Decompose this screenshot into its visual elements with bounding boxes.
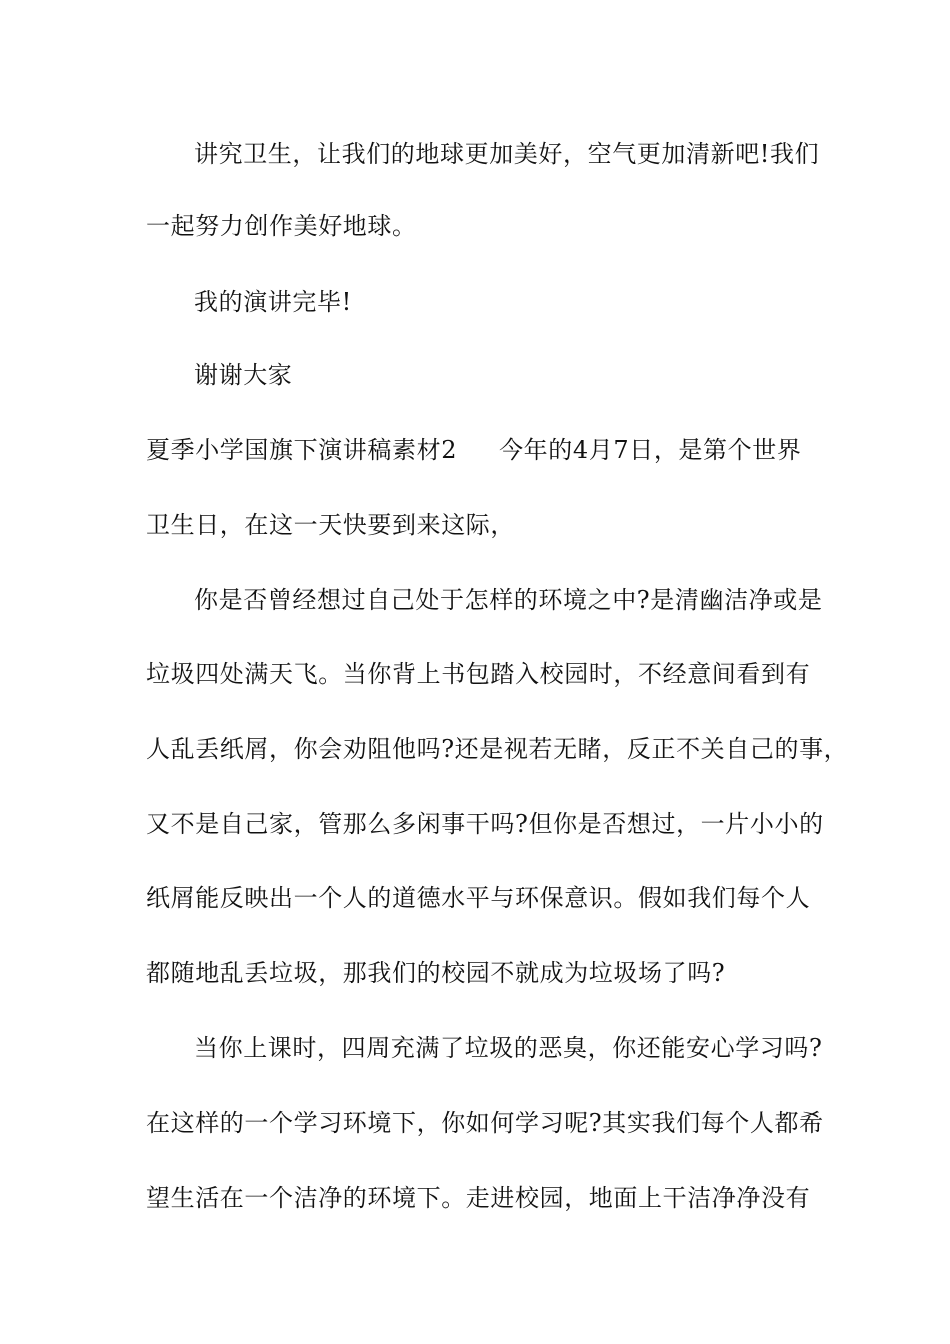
paragraph-line: 人乱丢纸屑，你会劝阻他吗?还是视若无睹，反正不关自己的事， bbox=[146, 735, 849, 763]
paragraph-line: 望生活在一个洁净的环境下。走进校园，地面上干洁净净没有 bbox=[146, 1184, 811, 1212]
paragraph-line: 讲究卫生，让我们的地球更加美好，空气更加清新吧!我们 bbox=[194, 140, 820, 168]
paragraph-line: 谢谢大家 bbox=[194, 361, 293, 389]
paragraph-line: 当你上课时，四周充满了垃圾的恶臭，你还能安心学习吗? bbox=[194, 1034, 823, 1062]
section-title: 夏季小学国旗下演讲稿素材2 bbox=[146, 436, 458, 464]
paragraph-line: 一起努力创作美好地球。 bbox=[146, 212, 417, 240]
paragraph-line: 你是否曾经想过自己处于怎样的环境之中?是清幽洁净或是 bbox=[194, 586, 823, 614]
paragraph-line: 纸屑能反映出一个人的道德水平与环保意识。假如我们每个人 bbox=[146, 884, 811, 912]
paragraph-line: 垃圾四处满天飞。当你背上书包踏入校园时，不经意间看到有 bbox=[146, 660, 811, 688]
paragraph-text: 今年的4月7日，是第个世界 bbox=[499, 436, 802, 464]
paragraph-line: 我的演讲完毕! bbox=[194, 288, 352, 316]
paragraph-line: 在这样的一个学习环境下，你如何学习呢?其实我们每个人都希 bbox=[146, 1109, 824, 1137]
paragraph-line: 都随地乱丢垃圾，那我们的校园不就成为垃圾场了吗? bbox=[146, 959, 726, 987]
section-heading-line bbox=[146, 432, 801, 468]
paragraph-line: 卫生日，在这一天快要到来这际， bbox=[146, 511, 515, 539]
paragraph-line: 又不是自己家，管那么多闲事干吗?但你是否想过，一片小小的 bbox=[146, 810, 824, 838]
